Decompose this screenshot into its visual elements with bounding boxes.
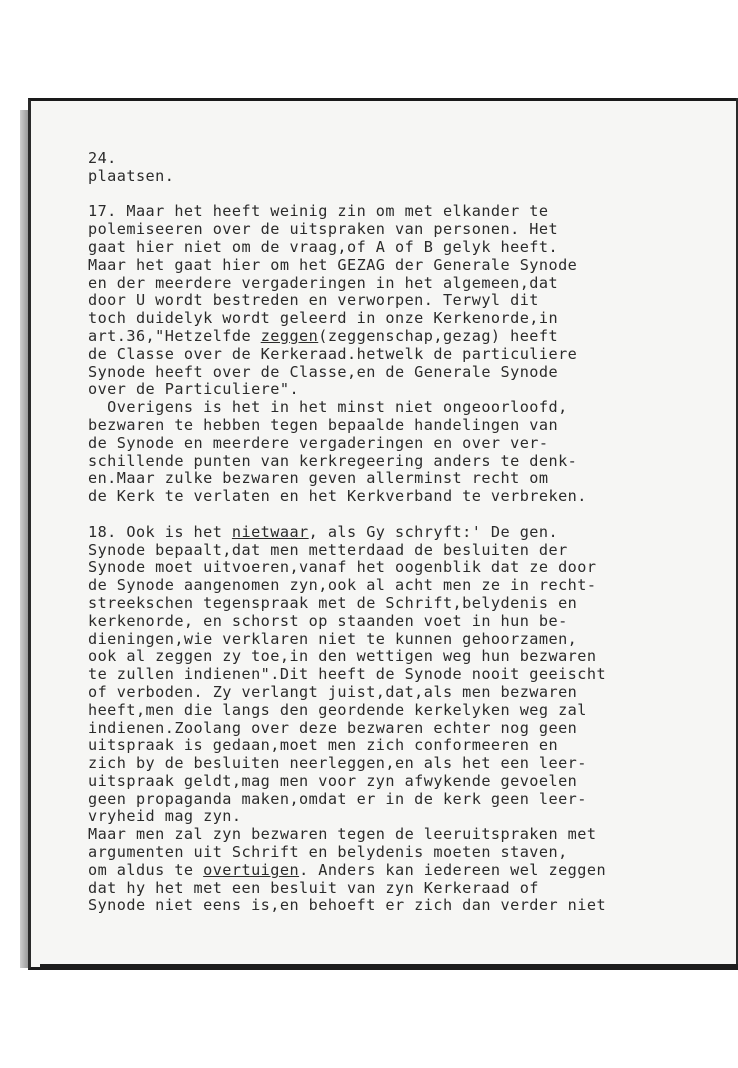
line-text: Synode bepaalt,dat men metterdaad de besluiten der bbox=[88, 540, 568, 559]
page-edge-shadow bbox=[20, 110, 28, 968]
text-line bbox=[88, 559, 728, 577]
text-line bbox=[88, 417, 728, 435]
text-line bbox=[88, 275, 728, 293]
line-text: streekschen tegenspraak met de Schrift,belydenis en bbox=[88, 593, 578, 612]
line-text: Synode niet eens is,en behoeft er zich dan verder niet bbox=[88, 896, 607, 915]
line-text: door U wordt bestreden en verworpen. Terwyl dit bbox=[88, 291, 539, 310]
line-text: en der meerdere vergaderingen in het algemeen,dat bbox=[88, 273, 559, 292]
text-line bbox=[88, 880, 728, 898]
line-text: bezwaren te hebben tegen bepaalde handelingen van bbox=[88, 415, 559, 434]
text-line bbox=[88, 364, 728, 382]
underlined-word: zeggen bbox=[260, 326, 319, 345]
text-line bbox=[88, 862, 728, 880]
underlined-word: nietwaar bbox=[231, 522, 309, 541]
text-line bbox=[88, 631, 728, 649]
text-line bbox=[88, 524, 728, 542]
line-text: dieningen,wie verklaren niet te kunnen gehoorzamen, bbox=[88, 629, 578, 648]
line-text: Maar men zal zyn bezwaren tegen de leeruitspraken met bbox=[88, 825, 597, 844]
line-text: toch duidelyk wordt geleerd in onze Kerkenorde,in bbox=[88, 309, 559, 328]
line-text: de Synode en meerdere vergaderingen en over ver- bbox=[88, 433, 549, 452]
text-line bbox=[88, 542, 728, 560]
text-line bbox=[88, 737, 728, 755]
line-text: schillende punten van kerkregeering anders te denk- bbox=[88, 451, 578, 470]
text-line bbox=[88, 292, 728, 310]
text-line bbox=[88, 666, 728, 684]
line-text-continued: , als Gy schryft:' De gen. bbox=[308, 522, 559, 541]
line-text-continued: (zeggenschap,gezag) heeft bbox=[318, 326, 559, 345]
line-text: en.Maar zulke bezwaren geven allerminst recht om bbox=[88, 469, 549, 488]
text-line bbox=[88, 203, 728, 221]
line-text: plaatsen. bbox=[88, 166, 175, 185]
text-line bbox=[88, 239, 728, 257]
line-text: of verboden. Zy verlangt juist,dat,als men bezwaren bbox=[88, 682, 578, 701]
line-text: om aldus te bbox=[88, 860, 204, 879]
line-text: de Classe over de Kerkeraad.hetwelk de particuliere bbox=[88, 344, 578, 363]
line-text: dat hy het met een besluit van zyn Kerkeraad of bbox=[88, 878, 539, 897]
blank-line bbox=[88, 186, 728, 204]
line-text: Overigens is het in het minst niet ongeoorloofd, bbox=[88, 398, 568, 417]
line-text: over de Particuliere". bbox=[88, 380, 300, 399]
page-number: 24. bbox=[88, 149, 117, 167]
line-text: 17. Maar het heeft weinig zin om met elkander te bbox=[88, 202, 549, 221]
text-line bbox=[88, 257, 728, 275]
line-text: gaat hier niet om de vraag,of A of B gelyk heeft. bbox=[88, 237, 559, 256]
line-text: geen propaganda maken,omdat er in de kerk geen leer- bbox=[88, 789, 587, 808]
text-line bbox=[88, 310, 728, 328]
text-line bbox=[88, 453, 728, 471]
line-text: de Synode aangenomen zyn,ook al acht men ze in recht- bbox=[88, 576, 597, 595]
line-text: Synode heeft over de Classe,en de Generale Synode bbox=[88, 362, 559, 381]
text-line bbox=[88, 595, 728, 613]
line-text: indienen.Zoolang over deze bezwaren echter nog geen bbox=[88, 718, 578, 737]
text-line bbox=[88, 577, 728, 595]
line-text: polemiseeren over de uitspraken van personen. Het bbox=[88, 220, 559, 239]
line-text: vryheid mag zyn. bbox=[88, 807, 242, 826]
text-line bbox=[88, 720, 728, 738]
line-text: te zullen indienen".Dit heeft de Synode nooit geeischt bbox=[88, 665, 607, 684]
line-text: uitspraak geldt,mag men voor zyn afwykende gevoelen bbox=[88, 771, 578, 790]
line-text: argumenten uit Schrift en belydenis moeten staven, bbox=[88, 843, 568, 862]
text-line bbox=[88, 755, 728, 773]
text-line bbox=[88, 844, 728, 862]
bottom-border bbox=[40, 964, 738, 970]
text-line bbox=[88, 826, 728, 844]
line-text: Synode moet uitvoeren,vanaf het oogenblik dat ze door bbox=[88, 558, 597, 577]
line-text: uitspraak is gedaan,moet men zich conformeeren en bbox=[88, 736, 559, 755]
text-line bbox=[88, 808, 728, 826]
line-text: ook al zeggen zy toe,in den wettigen weg hun bezwaren bbox=[88, 647, 597, 666]
text-line bbox=[88, 168, 728, 186]
text-line bbox=[88, 897, 728, 915]
line-text: zich by de besluiten neerleggen,en als het een leer- bbox=[88, 754, 587, 773]
line-text: art.36,"Hetzelfde bbox=[88, 326, 261, 345]
text-line bbox=[88, 221, 728, 239]
underlined-word: overtuigen bbox=[203, 860, 300, 879]
text-line bbox=[88, 488, 728, 506]
text-line bbox=[88, 648, 728, 666]
text-line bbox=[88, 470, 728, 488]
text-line bbox=[88, 773, 728, 791]
line-text-continued: . Anders kan iedereen wel zeggen bbox=[299, 860, 607, 879]
text-line bbox=[88, 702, 728, 720]
text-line bbox=[88, 613, 728, 631]
text-line bbox=[88, 684, 728, 702]
text-line bbox=[88, 328, 728, 346]
text-line bbox=[88, 435, 728, 453]
line-text: 18. Ook is het bbox=[88, 522, 232, 541]
text-lines bbox=[88, 168, 728, 915]
text-line bbox=[88, 346, 728, 364]
typewritten-text bbox=[88, 150, 728, 915]
line-text: de Kerk te verlaten en het Kerkverband te verbreken. bbox=[88, 487, 587, 506]
text-line bbox=[88, 791, 728, 809]
text-line bbox=[88, 381, 728, 399]
blank-line bbox=[88, 506, 728, 524]
line-text: heeft,men die langs den geordende kerkelyken weg zal bbox=[88, 700, 587, 719]
line-text: kerkenorde, en schorst op staanden voet in hun be- bbox=[88, 611, 568, 630]
text-line bbox=[88, 399, 728, 417]
line-text: Maar het gaat hier om het GEZAG der Generale Synode bbox=[88, 255, 578, 274]
